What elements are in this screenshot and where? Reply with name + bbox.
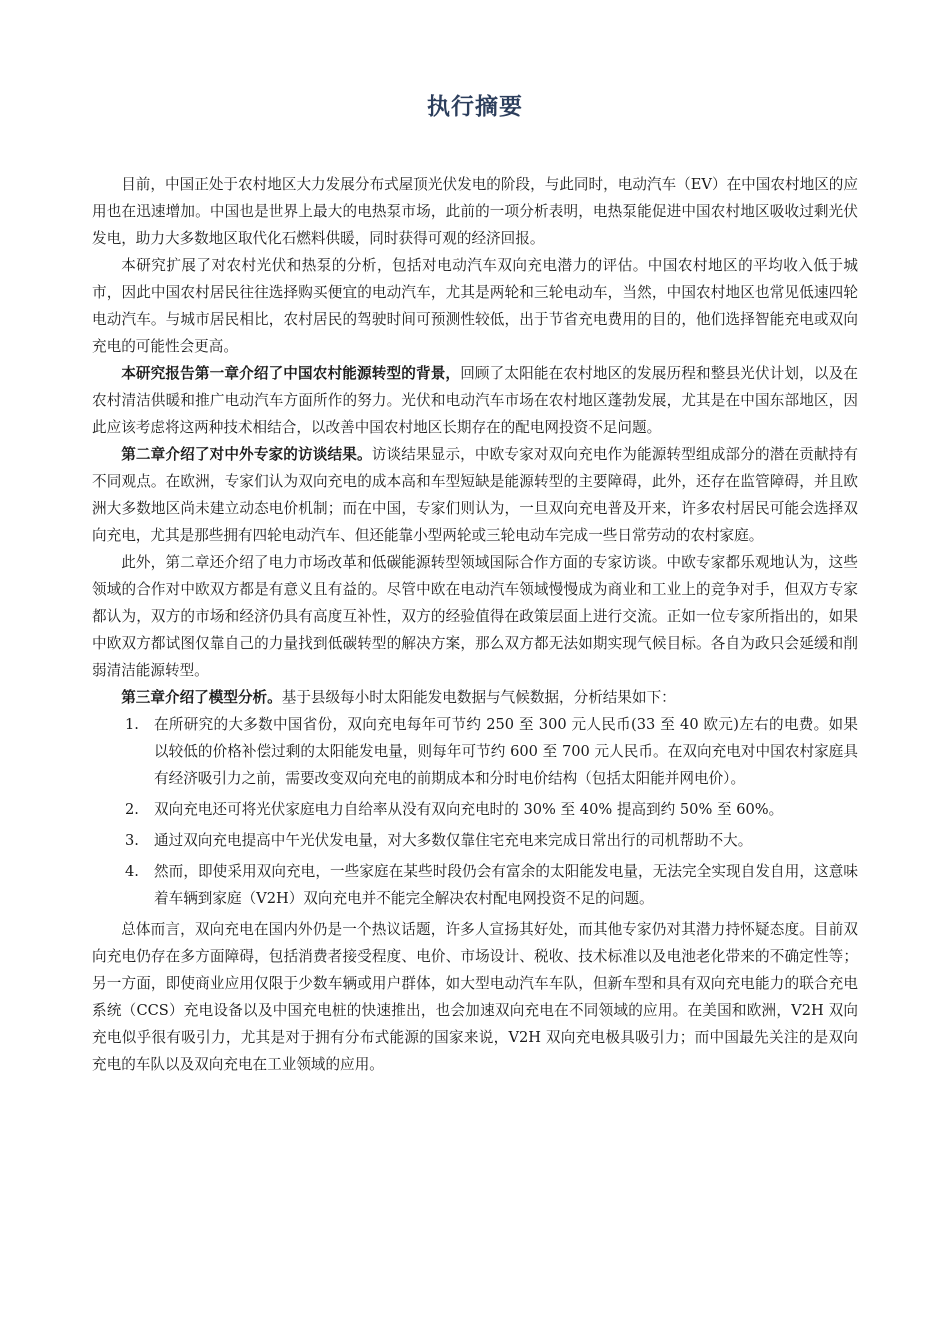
list-item: [92, 796, 858, 823]
paragraph-chapter-1: [92, 360, 858, 441]
paragraph-lead: 第三章介绍了模型分析。: [121, 689, 282, 706]
list-text: 通过双向充电提高中午光伏发电量，对大多数仅靠住宅充电来完成日常出行的司机帮助不大。: [154, 832, 753, 849]
paragraph-text: 本研究扩展了对农村光伏和热泵的分析，包括对电动汽车双向充电潜力的评估。中国农村地区的平均收入低于城市，因此中国农村居民往往选择购买便宜的电动汽车，尤其是两轮和三轮电动车，当然，中国农村地区也常见低速四轮电动汽车。与城市居民相比，农村居民的驾驶时间可预测性较低，出于节省充电费用的目的，他们选择智能充电或双向充电的可能性会更高。: [92, 257, 858, 355]
paragraph-text: 总体而言，双向充电在国内外仍是一个热议话题，许多人宣扬其好处，而其他专家仍对其潜力持怀疑态度。目前双向充电仍存在多方面障碍，包括消费者接受程度、电价、市场设计、税收、技术标准以及电池老化带来的不确定性等；另一方面，即使商业应用仅限于少数车辆或用户群体，如大型电动汽车车队，但新车型和具有双向充电能力的联合充电系统（CCS）充电设备以及中国充电桩的快速推出，也会加速双向充电在不同领域的应用。在美国和欧洲，V2H 双向充电似乎很有吸引力，尤其是对于拥有分布式能源的国家来说，V2H 双向充电极具吸引力；而中国最先关注的是双向充电的车队以及双向充电在工业领域的应用。: [92, 921, 858, 1073]
paragraph-text: 回顾了太阳能在农村地区的发展历程和整县光伏计划，以及在农村清洁供暖和推广电动汽车方面所作的努力。光伏和电动汽车市场在农村地区蓬勃发展，尤其是在中国东部地区，因此应该考虑将这两种技术相结合，以改善中国农村地区长期存在的配电网投资不足问题。: [92, 365, 858, 436]
list-item: [92, 711, 858, 792]
paragraph-lead: 本研究报告第一章介绍了中国农村能源转型的背景，: [121, 365, 461, 382]
paragraph-closing: [92, 916, 858, 1078]
list-number: 1.: [125, 716, 139, 733]
list-text: 然而，即使采用双向充电，一些家庭在某些时段仍会有富余的太阳能发电量，无法完全实现自发自用，这意味着车辆到家庭（V2H）双向充电并不能完全解决农村配电网投资不足的问题。: [154, 863, 858, 907]
paragraph-text: 目前，中国正处于农村地区大力发展分布式屋顶光伏发电的阶段，与此同时，电动汽车（EV）在中国农村地区的应用也在迅速增加。中国也是世界上最大的电热泵市场，此前的一项分析表明，电热泵能促进中国农村地区吸收过剩光伏发电，助力大多数地区取代化石燃料供暖，同时获得可观的经济回报。: [92, 176, 858, 247]
findings-list: [92, 711, 858, 912]
paragraph-text: 基于县级每小时太阳能发电数据与气候数据，分析结果如下：: [281, 689, 676, 706]
document-body: [92, 171, 858, 1078]
paragraph-chapter-3: [92, 684, 858, 711]
list-item: [92, 827, 858, 854]
paragraph-text: 此外，第二章还介绍了电力市场改革和低碳能源转型领域国际合作方面的专家访谈。中欧专家都乐观地认为，这些领域的合作对中欧双方都是有意义且有益的。尽管中欧在电动汽车领域慢慢成为商业和工业上的竞争对手，但双方专家都认为，双方的市场和经济仍具有高度互补性，双方的经验值得在政策层面上进行交流。正如一位专家所指出的，如果中欧双方都试图仅靠自己的力量找到低碳转型的解决方案，那么双方都无法如期实现气候目标。各自为政只会延缓和削弱清洁能源转型。: [92, 554, 858, 679]
paragraph-chapter-2: [92, 441, 858, 549]
paragraph-lead: 第二章介绍了对中外专家的访谈结果。: [121, 446, 372, 463]
list-number: 4.: [125, 863, 139, 880]
list-number: 3.: [125, 832, 139, 849]
page-title: 执行摘要: [427, 94, 523, 120]
paragraph-scope: [92, 252, 858, 360]
list-text: 在所研究的大多数中国省份，双向充电每年可节约 250 至 300 元人民币(33 至 40 欧元)左右的电费。如果以较低的价格补偿过剩的太阳能发电量，则每年可节约 600 至 700 元人民币。在双向充电对中国农村家庭具有经济吸引力之前，需要改变双向充电的前期成本和分时电价结构（包括太阳能并网电价）。: [154, 716, 858, 787]
list-text: 双向充电还可将光伏家庭电力自给率从没有双向充电时的 30% 至 40% 提高到约 50% 至 60%。: [154, 801, 784, 818]
paragraph-cooperation: [92, 549, 858, 684]
list-item: [92, 858, 858, 912]
list-number: 2.: [125, 801, 139, 818]
paragraph-text: 访谈结果显示，中欧专家对双向充电作为能源转型组成部分的潜在贡献持有不同观点。在欧洲，专家们认为双向充电的成本高和车型短缺是能源转型的主要障碍，此外，还存在监管障碍，并且欧洲大多数地区尚未建立动态电价机制；而在中国，专家们则认为，一旦双向充电普及开来，许多农村居民可能会选择双向充电，尤其是那些拥有四轮电动汽车、但还能靠小型两轮或三轮电动车完成一些日常劳动的农村家庭。: [92, 446, 858, 544]
paragraph-intro: [92, 171, 858, 252]
